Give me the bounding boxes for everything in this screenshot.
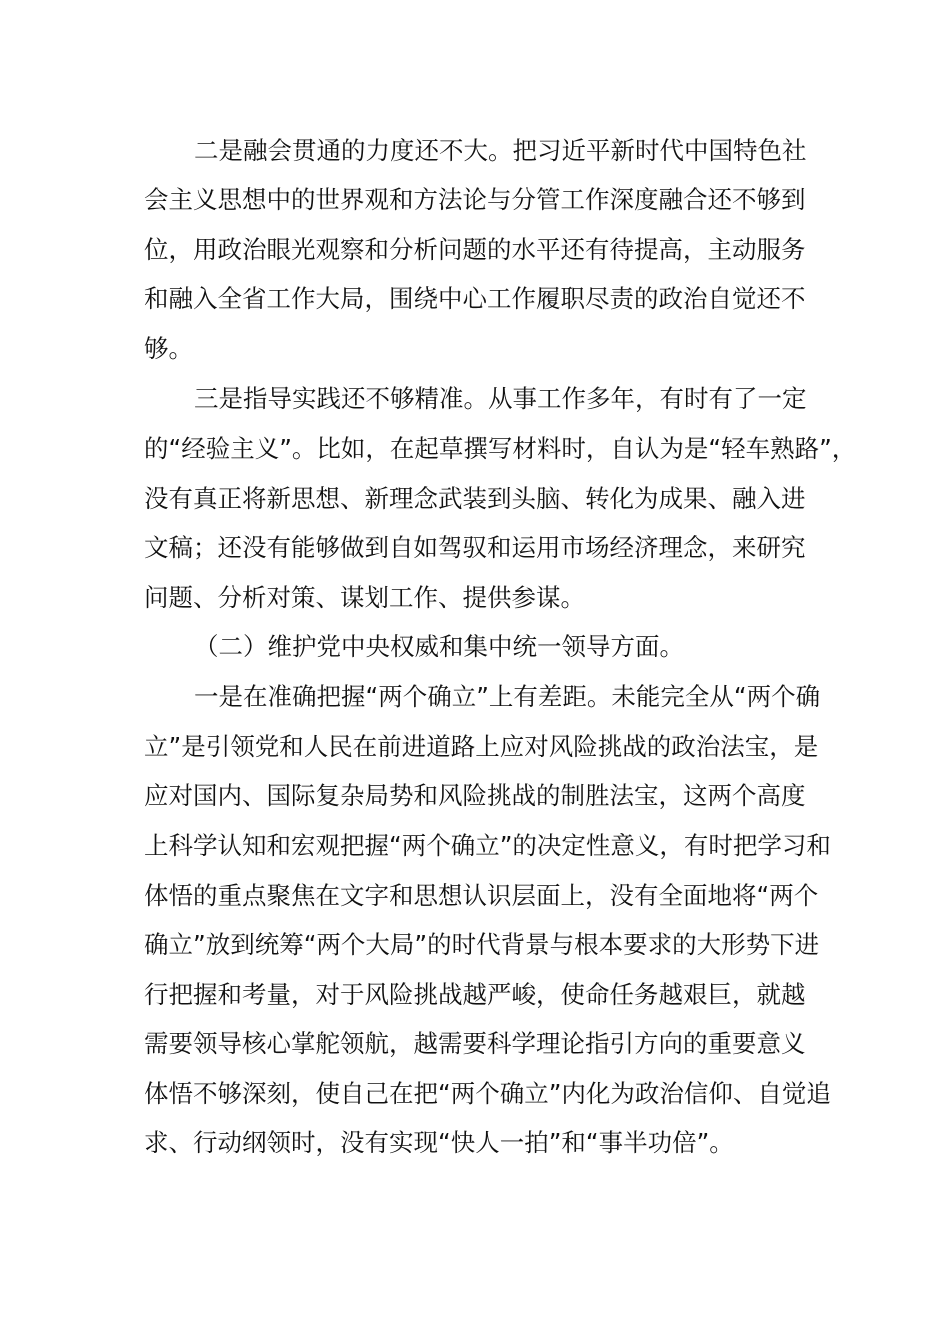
text-line <box>0 274 950 324</box>
text-line <box>0 1069 950 1119</box>
line-text: 立”是引领党和人民在前进道路上应对风险挑战的政治法宝，是 <box>144 732 819 761</box>
text-line <box>0 126 950 176</box>
line-text: 需要领导核心掌舵领航，越需要科学理论指引方向的重要意义 <box>144 1029 806 1058</box>
line-text: 二是融会贯通的力度还不大。把习近平新时代中国特色社 <box>194 136 807 165</box>
line-text: 文稿；还没有能够做到自如驾驭和运用市场经济理念，来研究 <box>144 533 806 562</box>
text-line <box>0 821 950 871</box>
text-line <box>0 175 950 225</box>
line-text: 一是在准确把握“两个确立”上有差距。未能完全从“两个确 <box>194 682 821 711</box>
text-line <box>0 871 950 921</box>
text-line <box>0 573 950 623</box>
text-line <box>0 672 950 722</box>
text-line <box>0 722 950 772</box>
line-text: （二）维护党中央权威和集中统一领导方面。 <box>194 632 684 661</box>
line-text: 行把握和考量，对于风险挑战越严峻，使命任务越艰巨，就越 <box>144 980 806 1009</box>
line-text: 体悟不够深刻，使自己在把“两个确立”内化为政治信仰、自觉追 <box>144 1079 831 1108</box>
text-line <box>0 225 950 275</box>
text-line <box>0 920 950 970</box>
line-text: 应对国内、国际复杂局势和风险挑战的制胜法宝，这两个高度 <box>144 781 806 810</box>
line-text: 和融入全省工作大局，围绕中心工作履职尽责的政治自觉还不 <box>144 284 806 313</box>
text-line <box>0 324 950 374</box>
line-text: 上科学认知和宏观把握“两个确立”的决定性意义，有时把学习和 <box>144 831 831 860</box>
line-text: 的“经验主义”。比如，在起草撰写材料时，自认为是“轻车熟路”， <box>144 434 857 463</box>
line-text: 位，用政治眼光观察和分析问题的水平还有待提高，主动服务 <box>144 235 806 264</box>
line-text: 确立”放到统筹“两个大局”的时代背景与根本要求的大形势下进 <box>144 930 820 959</box>
text-line <box>0 1019 950 1069</box>
text-line <box>0 970 950 1020</box>
text-line <box>0 523 950 573</box>
section-heading <box>0 622 950 672</box>
line-text: 会主义思想中的世界观和方法论与分管工作深度融合还不够到 <box>144 185 806 214</box>
text-line <box>0 424 950 474</box>
line-text: 够。 <box>144 334 193 363</box>
text-line <box>0 374 950 424</box>
line-text: 问题、分析对策、谋划工作、提供参谋。 <box>144 583 585 612</box>
line-text: 体悟的重点聚焦在文字和思想认识层面上，没有全面地将“两个 <box>144 881 819 910</box>
text-line <box>0 1118 950 1168</box>
line-text: 求、行动纲领时，没有实现“快人一拍”和“事半功倍”。 <box>144 1128 734 1157</box>
line-text: 没有真正将新思想、新理念武装到头脑、转化为成果、融入进 <box>144 484 806 513</box>
text-line <box>0 474 950 524</box>
text-line <box>0 771 950 821</box>
line-text: 三是指导实践还不够精准。从事工作多年，有时有了一定 <box>194 384 807 413</box>
